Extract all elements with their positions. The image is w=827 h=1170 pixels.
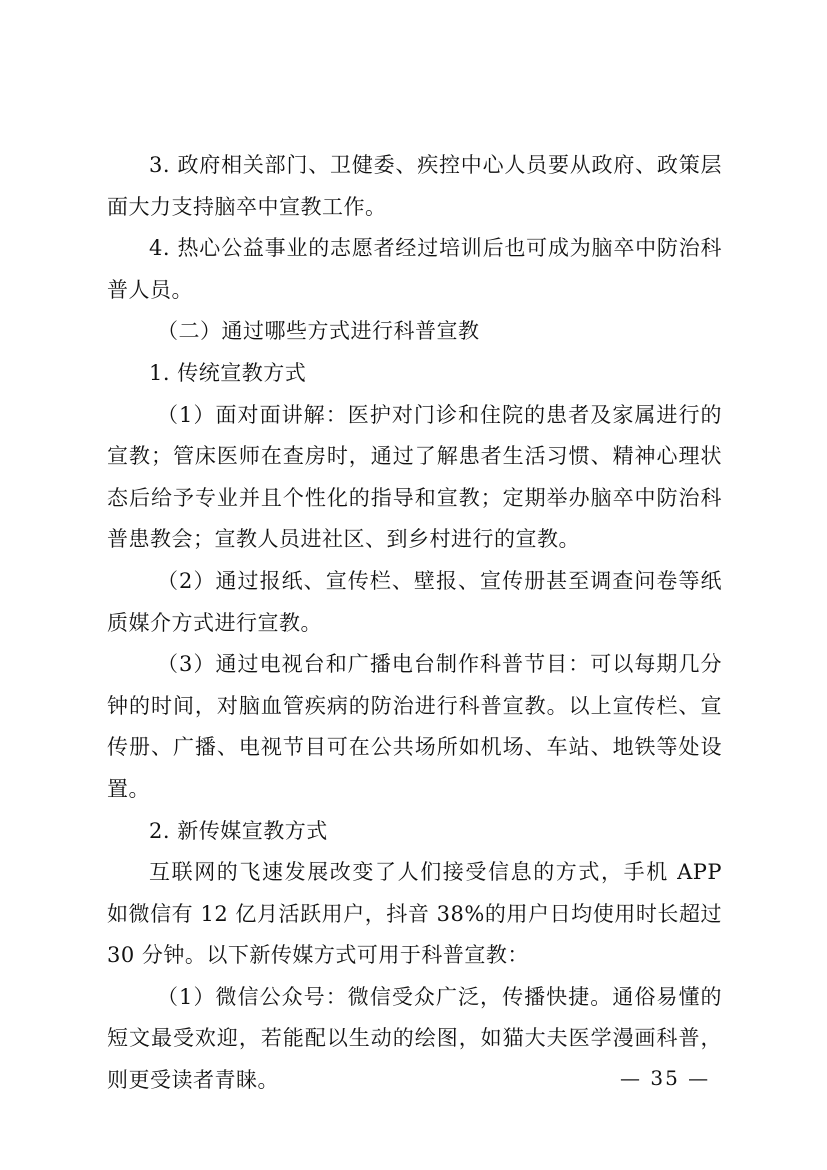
paragraph-wechat: （1）微信公众号：微信受众广泛，传播快捷。通俗易懂的短文最受欢迎，若能配以生动的绘图，如猫大夫医学漫画科普，则更受读者青睐。 [107,984,722,1093]
page-number: — 35 — [620,1066,711,1090]
paragraph-tv-radio: （3）通过电视台和广播电台制作科普节目：可以每期几分钟的时间，对脑血管疾病的防治进行科普宣教。以上宣传栏、宣传册、广播、电视节目可在公共场所如机场、车站、地铁等处设置。 [107,652,722,801]
subheading-traditional: 1. 传统宣教方式 [149,360,307,385]
paragraph-internet: 互联网的飞速发展改变了人们接受信息的方式，手机 APP 如微信有 12 亿月活跃用户，抖音 38%的用户日均使用时长超过 30 分钟。以下新传媒方式可用于科普宣教： [107,860,722,968]
paragraph-face-to-face: （1）面对面讲解：医护对门诊和住院的患者及家属进行的宣教；管床医师在查房时，通过了解患者生活习惯、精神心理状态后给予专业并且个性化的指导和宣教；定期举办脑卒中防治科普患教会；宣教人员进社区、到乡村进行的宣教。 [107,402,722,552]
paragraph-volunteers: 4. 热心公益事业的志愿者经过培训后也可成为脑卒中防治科普人员。 [107,236,722,302]
subheading-new-media: 2. 新传媒宣教方式 [149,818,328,843]
paragraph-gov-support: 3. 政府相关部门、卫健委、疾控中心人员要从政府、政策层面大力支持脑卒中宣教工作。 [107,153,722,219]
paragraph-print-media: （2）通过报纸、宣传栏、壁报、宣传册甚至调查问卷等纸质媒介方式进行宣教。 [107,568,722,635]
section-heading-methods: （二）通过哪些方式进行科普宣教 [157,319,480,344]
document-body [107,145,722,1102]
